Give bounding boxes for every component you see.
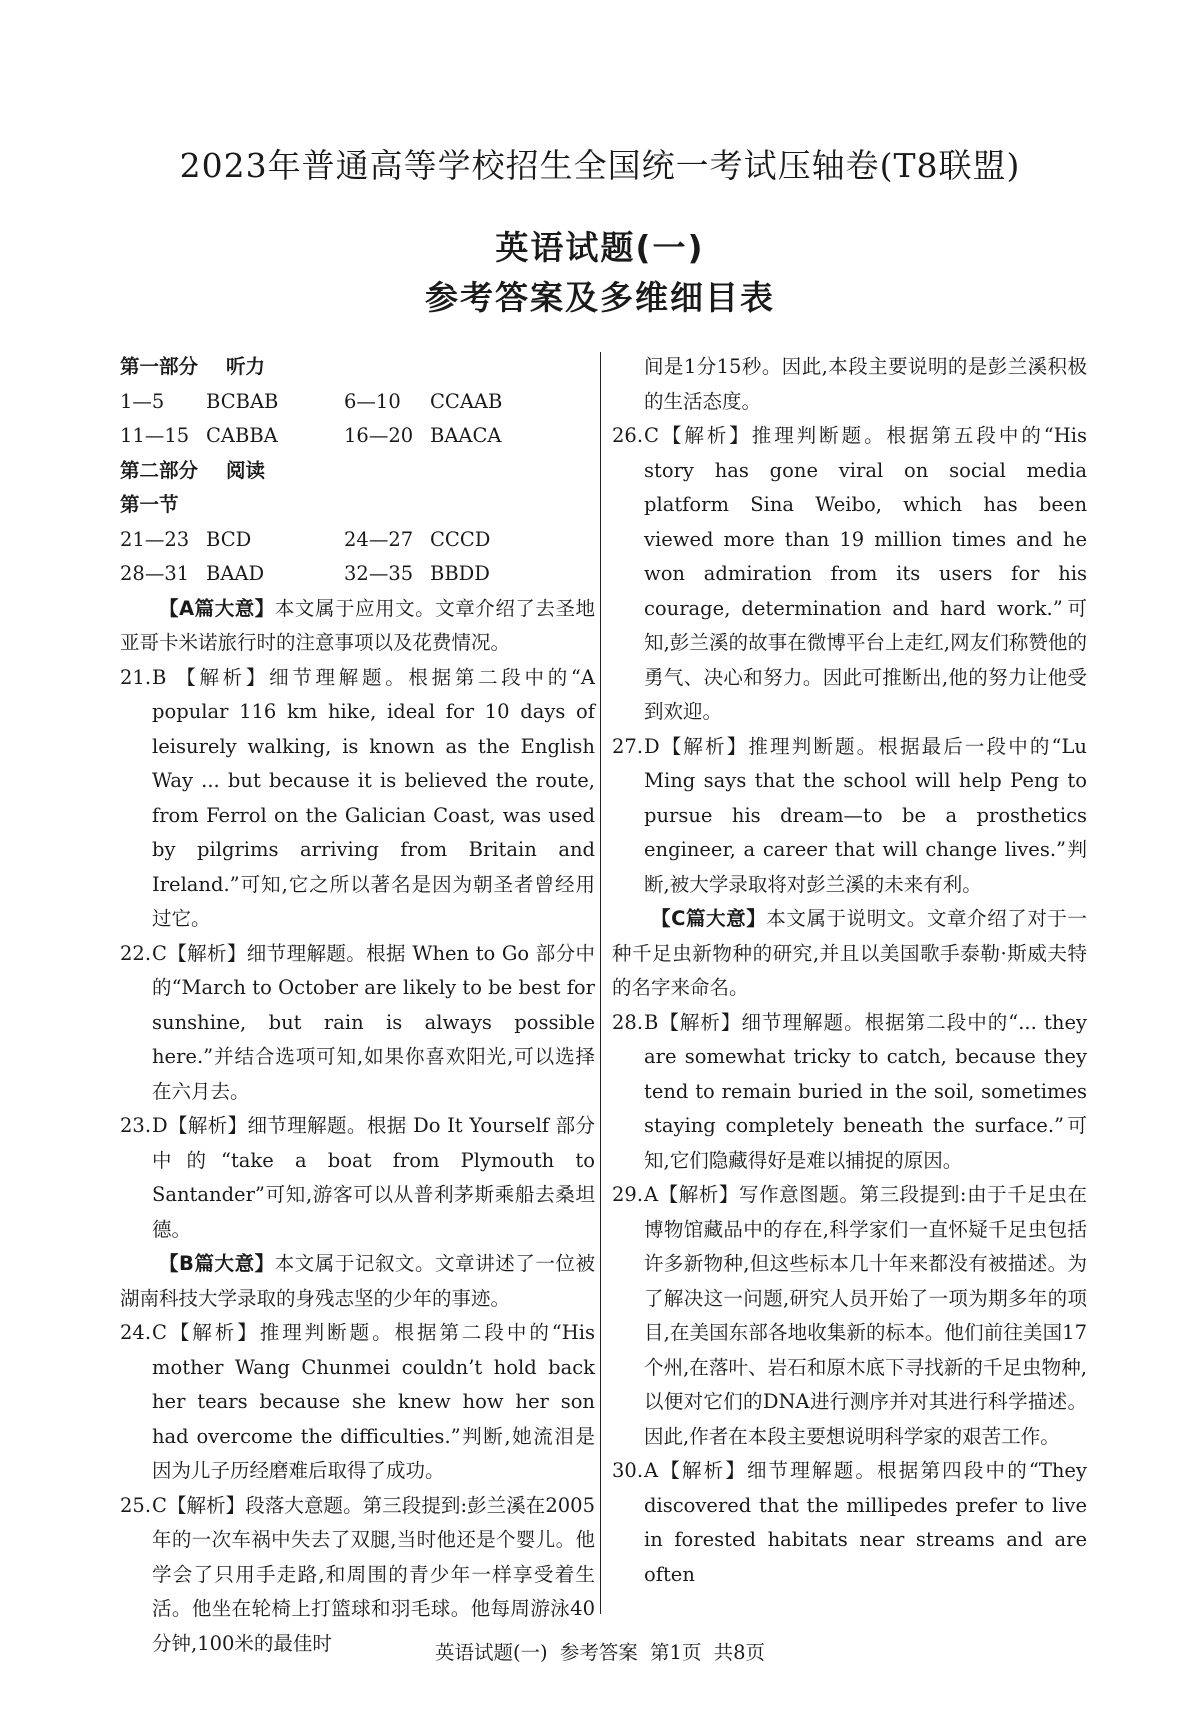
answer-key-title: 参考答案及多维细目表 (425, 278, 775, 317)
question-27: 27. D【解析】推理判断题。根据最后一段中的“Lu Ming says that the school will help Peng to pursue his dream—to be a prosthetics engineer, a career that will change lives.”判断,被大学录取将对彭兰溪的未来有利。 (612, 734, 1087, 896)
part1-heading (120, 350, 595, 385)
passage-a-summary: 【A篇大意】本文属于应用文。文章介绍了去圣地亚哥卡米诺旅行时的注意事项以及花费情况。 (120, 596, 595, 654)
part2-label: 第二部分 (120, 458, 199, 482)
part2-name: 阅读 (226, 458, 266, 482)
question-25: 25. C【解析】段落大意题。第三段提到:彭兰溪在2005年的一次车祸中失去了双腿,当时他还是个婴儿。他学会了只用手走路,和周围的青少年一样享受着生活。他坐在轮椅上打篮球和羽毛球。他每周游泳40分钟,100米的最佳时 (120, 1493, 595, 1655)
answer-group: 28—31 BAAD (120, 562, 265, 585)
question-22: 22. C【解析】细节理解题。根据 When to Go 部分中的“March to October are likely to be best for sunshine, but rain is always possible here.”并结合选项可知,如果你喜欢阳光,可以选择在六月去。 (120, 941, 595, 1103)
question-29: 29. A【解析】写作意图题。第三段提到:由于千足虫在博物馆藏品中的存在,科学家们一直怀疑千足虫包括许多新物种,但这些标本几十年来都没有被描述。为了解决这一问题,研究人员开始了一项为期多年的项目,在美国东部各地收集新的标本。他们前往美国17个州,在落叶、岩石和原木底下寻找新的千足虫物种,以便对它们的DNA进行测序并对其进行科学描述。因此,作者在本段主要想说明科学家的艰苦工作。 (612, 1183, 1087, 1448)
answer-row (120, 419, 595, 454)
answer-group: 21—23 BCD (120, 527, 252, 551)
answer-group: 11—15 CABBA (120, 424, 278, 447)
answer-group: 32—35 BBDD (344, 562, 490, 585)
page-footer: 英语试题(一) 参考答案 第1页 共8页 (434, 1641, 766, 1664)
part2-heading (120, 454, 595, 489)
answer-group: 1—5 BCBAB (120, 389, 279, 413)
question-23: 23. D【解析】细节理解题。根据 Do It Yourself 部分中的“take a boat from Plymouth to Santander”可知,游客可以从普利茅斯乘船去桑坦德。 (120, 1114, 595, 1241)
answer-row (120, 385, 595, 420)
question-30: 30. A【解析】细节理解题。根据第四段中的“They discovered that the millipedes prefer to live in forested habitats near streams and are often (612, 1459, 1087, 1586)
exam-title: 2023年普通高等学校招生全国统一考试压轴卷(T8联盟) (179, 146, 1021, 185)
answer-group: 24—27 CCCD (344, 527, 491, 551)
left-column (120, 350, 595, 1655)
part1-label: 第一部分 (120, 355, 199, 378)
passage-b-summary: 【B篇大意】本文属于记叙文。文章讲述了一位被湖南科技大学录取的身残志坚的少年的事迹。 (120, 1252, 595, 1310)
subject-title: 英语试题(一) (495, 228, 705, 267)
question-24: 24. C【解析】推理判断题。根据第二段中的“His mother Wang Chunmei couldn’t hold back her tears because she knew how her son had overcome the difficulties.”判断,她流泪是因为儿子历经磨难后取得了成功。 (120, 1321, 595, 1482)
answer-row (120, 557, 595, 592)
question-28: 28. B【解析】细节理解题。根据第二段中的“... they are somewhat tricky to catch, because they tend to remain buried in the soil, sometimes staying completely beneath the surface.”可知,它们隐藏得好是难以捕捉的原因。 (612, 1010, 1087, 1172)
answer-row (120, 523, 595, 558)
part1-name: 听力 (226, 355, 266, 378)
right-column (612, 350, 1087, 1620)
question-25-continued: 间是1分15秒。因此,本段主要说明的是彭兰溪积极的生活态度。 (644, 355, 1087, 413)
passage-c-summary: 【C篇大意】本文属于说明文。文章介绍了对于一种千足虫新物种的研究,并且以美国歌手泰勒·斯威夫特的名字来命名。 (612, 907, 1087, 999)
answer-group: 6—10 CCAAB (344, 389, 503, 413)
section-heading: 第一节 (120, 493, 179, 516)
column-divider (600, 352, 601, 1614)
question-26: 26. C【解析】推理判断题。根据第五段中的“His story has gone viral on social media platform Sina Weibo, which has been viewed more than 19 million times and he won admiration from its users for his courage, determination and hard work.”可知,彭兰溪的故事在微博平台上走红,网友们称赞他的勇气、决心和努力。因此可推断出,他的努力让他受到欢迎。 (612, 424, 1087, 723)
question-21: 21. B 【解析】细节理解题。根据第二段中的“A popular 116 km hike, ideal for 10 days of leisurely walking, is known as the English Way ... but because it is believed the route, from Ferrol on the Galician Coast, was used by pilgrims arriving from Britain and Ireland.”可知,它之所以著名是因为朝圣者曾经用过它。 (120, 665, 595, 930)
answer-group: 16—20 BAACA (344, 424, 502, 447)
